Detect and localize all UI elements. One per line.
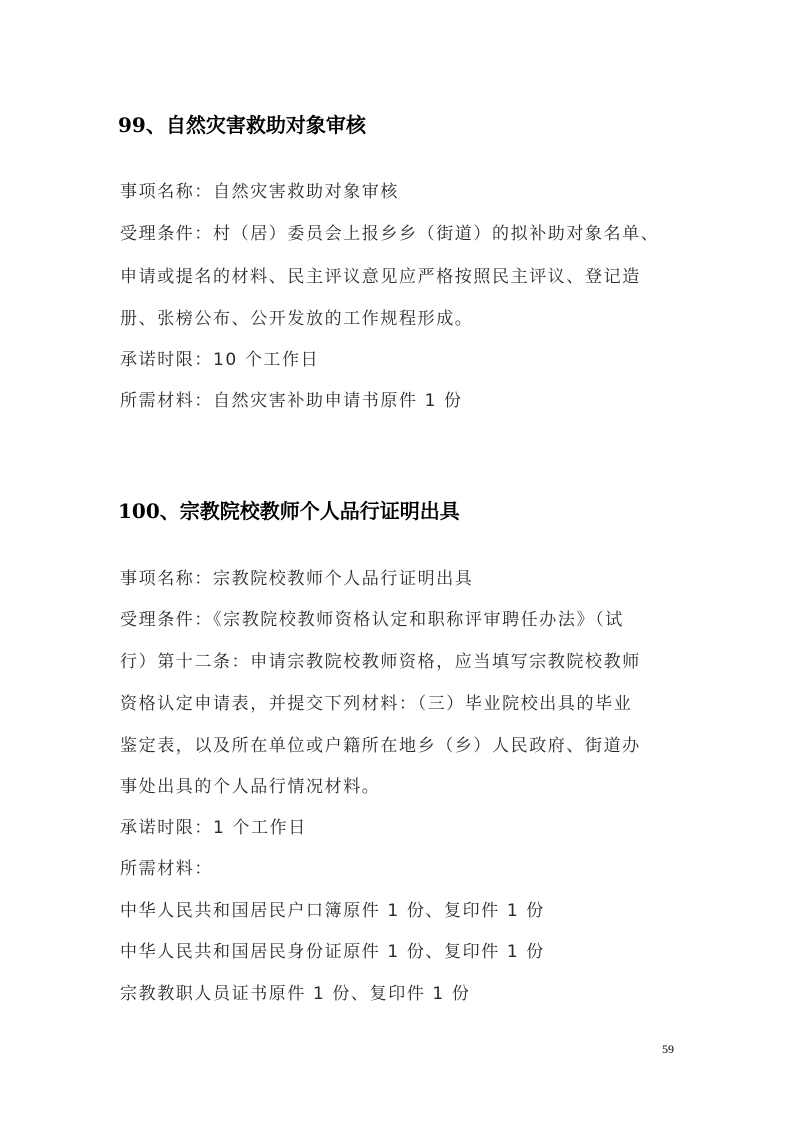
section-100-conditions-line-2: 行）第十二条：申请宗教院校教师资格，应当填写宗教院校教师 xyxy=(120,652,641,672)
section-99-materials: 所需材料：自然灾害补助申请书原件 1 份 xyxy=(120,391,463,411)
section-99-item-name: 事项名称：自然灾害救助对象审核 xyxy=(120,182,399,202)
section-100-conditions-line-5: 事处出具的个人品行情况材料。 xyxy=(120,777,381,797)
section-100-conditions-line-3: 资格认定申请表，并提交下列材料：（三）毕业院校出具的毕业 xyxy=(120,694,633,714)
page-number: 59 xyxy=(662,1042,674,1056)
section-100-material-3: 宗教教职人员证书原件 1 份、复印件 1 份 xyxy=(120,984,471,1004)
section-100-title: 100、宗教院校教师个人品行证明出具 xyxy=(118,499,460,523)
section-99-conditions-line-2: 申请或提名的材料、民主评议意见应严格按照民主评议、登记造 xyxy=(120,267,641,287)
section-99-title: 99、自然灾害救助对象审核 xyxy=(118,113,366,137)
section-100-material-1: 中华人民共和国居民户口簿原件 1 份、复印件 1 份 xyxy=(120,901,545,921)
section-100-conditions-line-1: 受理条件：《宗教院校教师资格认定和职称评审聘任办法》（试 xyxy=(120,610,624,630)
section-100-item-name: 事项名称：宗教院校教师个人品行证明出具 xyxy=(120,569,474,589)
section-99-conditions-line-3: 册、张榜公布、公开发放的工作规程形成。 xyxy=(120,309,474,329)
section-100-material-2: 中华人民共和国居民身份证原件 1 份、复印件 1 份 xyxy=(120,942,545,962)
section-100-time-limit: 承诺时限：1 个工作日 xyxy=(120,818,307,838)
section-100-conditions-line-4: 鉴定表，以及所在单位或户籍所在地乡（乡）人民政府、街道办 xyxy=(120,736,641,756)
section-100-materials-label: 所需材料： xyxy=(120,859,213,879)
section-99-time-limit: 承诺时限：10 个工作日 xyxy=(120,350,320,370)
section-99-conditions-line-1: 受理条件：村（居）委员会上报乡乡（街道）的拟补助对象名单、 xyxy=(120,224,660,244)
